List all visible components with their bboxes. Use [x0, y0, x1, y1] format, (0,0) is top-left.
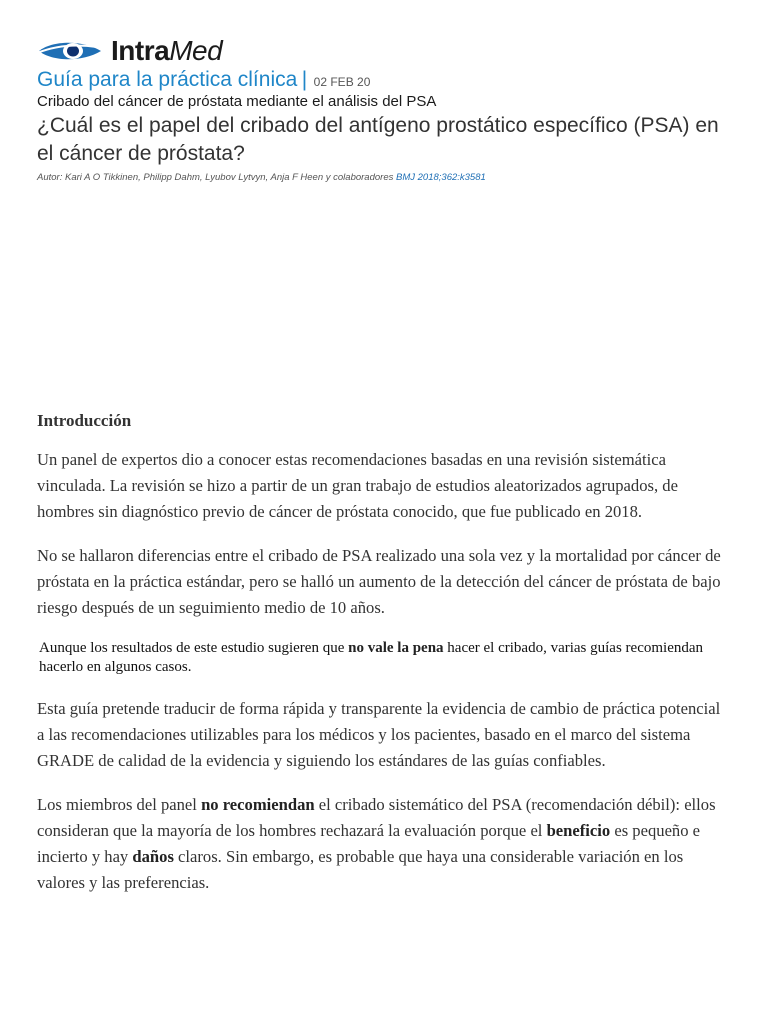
highlight-note: [39, 639, 729, 677]
article-subtitle: Cribado del cáncer de próstata mediante el análisis del PSA: [37, 93, 437, 110]
eye-logo-icon: [37, 38, 103, 64]
paragraph-4: [37, 792, 729, 896]
paragraph-3: Esta guía pretende traducir de forma rápida y transparente la evidencia de cambio de práctica potencial a las recomendaciones utilizables para los médicos y los pacientes, basado en el marco del sistema GRADE de calidad de la evidencia y siguiendo los estándares de las guías confiables.: [37, 699, 721, 770]
article-title: ¿Cuál es el papel del cribado del antígeno prostático específico (PSA) en el cáncer de próstata?: [37, 114, 719, 165]
intro-heading: Introducción: [37, 411, 132, 430]
section-separator: |: [301, 68, 308, 91]
logo-text-intra: Intra: [111, 35, 170, 66]
note-text-before: Aunque los resultados de este estudio sugieren que: [39, 640, 349, 656]
p4-text-4: claros. Sin embargo, es probable que haya una considerable variación en los valores y las preferencias.: [37, 847, 684, 892]
publish-date: 02 FEB 20: [313, 75, 371, 89]
article-header: [37, 36, 737, 183]
article-body: [37, 411, 729, 914]
section-link[interactable]: Guía para la práctica clínica: [37, 68, 298, 91]
author-line: [37, 172, 737, 183]
citation-link[interactable]: BMJ 2018;362:k3581: [396, 172, 486, 183]
p4-text-1: Los miembros del panel: [37, 795, 202, 814]
intramed-logo[interactable]: [37, 36, 737, 66]
author-names: Autor: Kari A O Tikkinen, Philipp Dahm, Lyubov Lytvyn, Anja F Heen y colaboradores: [37, 172, 394, 183]
p4-bold-1: no recomiendan: [201, 795, 315, 814]
p4-text-3: es pequeño e incierto y hay: [37, 821, 701, 866]
p4-bold-3: daños: [132, 847, 174, 866]
paragraph-1: Un panel de expertos dio a conocer estas recomendaciones basadas en una revisión sistemática vinculada. La revisión se hizo a partir de un gran trabajo de estudios aleatorizados agrupados, de hombres sin diagnóstico previo de cáncer de próstata conocido, que fue publicado en 2018.: [37, 450, 678, 521]
note-bold: no vale la pena: [348, 640, 444, 656]
p4-bold-2: beneficio: [546, 821, 611, 840]
paragraph-2: No se hallaron diferencias entre el cribado de PSA realizado una sola vez y la mortalidad por cáncer de próstata en la práctica estándar, pero se halló un aumento de la detección del cáncer de próstata de bajo riesgo después de un seguimiento medio de 10 años.: [37, 546, 721, 617]
logo-text-med: Med: [169, 35, 223, 66]
section-line: [37, 68, 737, 92]
p4-text-2: el cribado sistemático del PSA (recomendación débil): ellos consideran que la mayoría de los hombres rechazará la evaluación porque el: [37, 795, 716, 840]
note-text-after: hacer el cribado, varias guías recomiendan hacerlo en algunos casos.: [39, 640, 704, 675]
